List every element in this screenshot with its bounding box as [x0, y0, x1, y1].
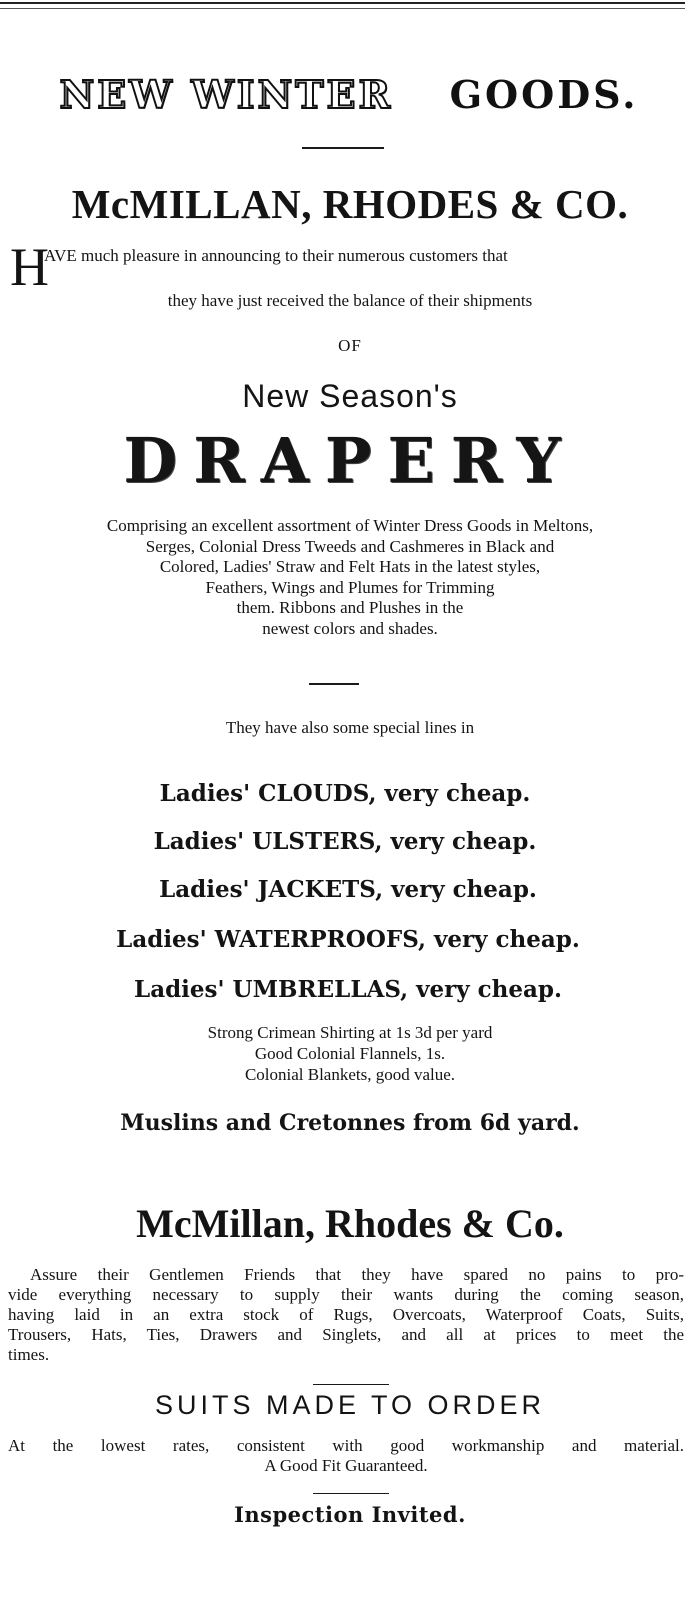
rates-paragraph: [8, 1436, 684, 1476]
intro-line-2: they have just received the balance of their shipments: [167, 291, 533, 310]
firm-name-bottom: McMillan, Rhodes & Co.: [136, 1201, 564, 1246]
closing-line: Inspection Invited.: [234, 1502, 466, 1527]
top-border-rule: [0, 2, 685, 4]
description-line: Feathers, Wings and Plumes for Trimming: [205, 577, 495, 597]
intro-dropcap: H: [10, 237, 49, 297]
price-line-flannels: Good Colonial Flannels, 1s.: [254, 1044, 446, 1063]
price-line-blankets: Colonial Blankets, good value.: [244, 1065, 456, 1084]
special-lines-intro: They have also some special lines in: [225, 718, 475, 737]
divider-rule: [302, 147, 384, 149]
special-line-ulsters: Ladies' ULSTERS, very cheap.: [153, 828, 537, 855]
special-line-umbrellas: Ladies' UMBRELLAS, very cheap.: [134, 976, 562, 1003]
headline-part1: NEW WINTER: [59, 72, 394, 117]
special-line-jackets: Ladies' JACKETS, very cheap.: [159, 876, 537, 903]
rates-line: At the lowest rates, consistent with good workmanship and material.: [8, 1436, 684, 1455]
top-border-rule-thin: [0, 8, 685, 9]
description-line: newest colors and shades.: [262, 618, 438, 638]
gentlemen-line: vide everything necessary to supply their wants during the coming season,: [8, 1285, 684, 1304]
description-line: Colored, Ladies' Straw and Felt Hats in the latest styles,: [159, 557, 541, 576]
price-line-shirting: Strong Crimean Shirting at 1s 3d per yard: [207, 1023, 493, 1042]
gentlemen-line: times.: [8, 1345, 50, 1364]
suits-heading: SUITS MADE TO ORDER: [154, 1390, 546, 1420]
description-line: Serges, Colonial Dress Tweeds and Cashmeres in Black and: [145, 536, 555, 556]
price-lines: [0, 1022, 700, 1085]
divider-rule: [313, 1493, 389, 1494]
gentlemen-line: having laid in an extra stock of Rugs, Overcoats, Waterproof Coats, Suits,: [8, 1305, 684, 1324]
gentlemen-line: Trousers, Hats, Ties, Drawers and Singlets, and all at prices to meet the: [8, 1325, 684, 1344]
gentlemen-line: Assure their Gentlemen Friends that they have spared no pains to pro-: [30, 1265, 684, 1284]
gentlemen-paragraph: [8, 1265, 684, 1365]
drapery-heading: DRAPERY: [123, 424, 577, 497]
description-paragraph: [0, 516, 700, 639]
rates-line: A Good Fit Guaranteed.: [264, 1456, 428, 1475]
muslins-line: Muslins and Cretonnes from 6d yard.: [120, 1110, 580, 1136]
divider-rule: [313, 1384, 389, 1385]
description-line: Comprising an excellent assortment of Winter Dress Goods in Meltons,: [106, 516, 594, 535]
description-line: them. Ribbons and Plushes in the: [236, 598, 464, 617]
headline: [4, 72, 694, 117]
firm-name-top: McMILLAN, RHODES & CO.: [71, 181, 629, 227]
intro-line-1-text: AVE much pleasure in announcing to their numerous customers that: [44, 246, 508, 265]
season-heading: New Season's: [242, 378, 458, 414]
headline-part2: GOODS.: [449, 72, 639, 117]
intro-of: OF: [338, 336, 362, 355]
special-line-waterproofs: Ladies' WATERPROOFS, very cheap.: [116, 926, 580, 953]
divider-rule: [309, 683, 359, 685]
special-line-clouds: Ladies' CLOUDS, very cheap.: [159, 780, 531, 807]
